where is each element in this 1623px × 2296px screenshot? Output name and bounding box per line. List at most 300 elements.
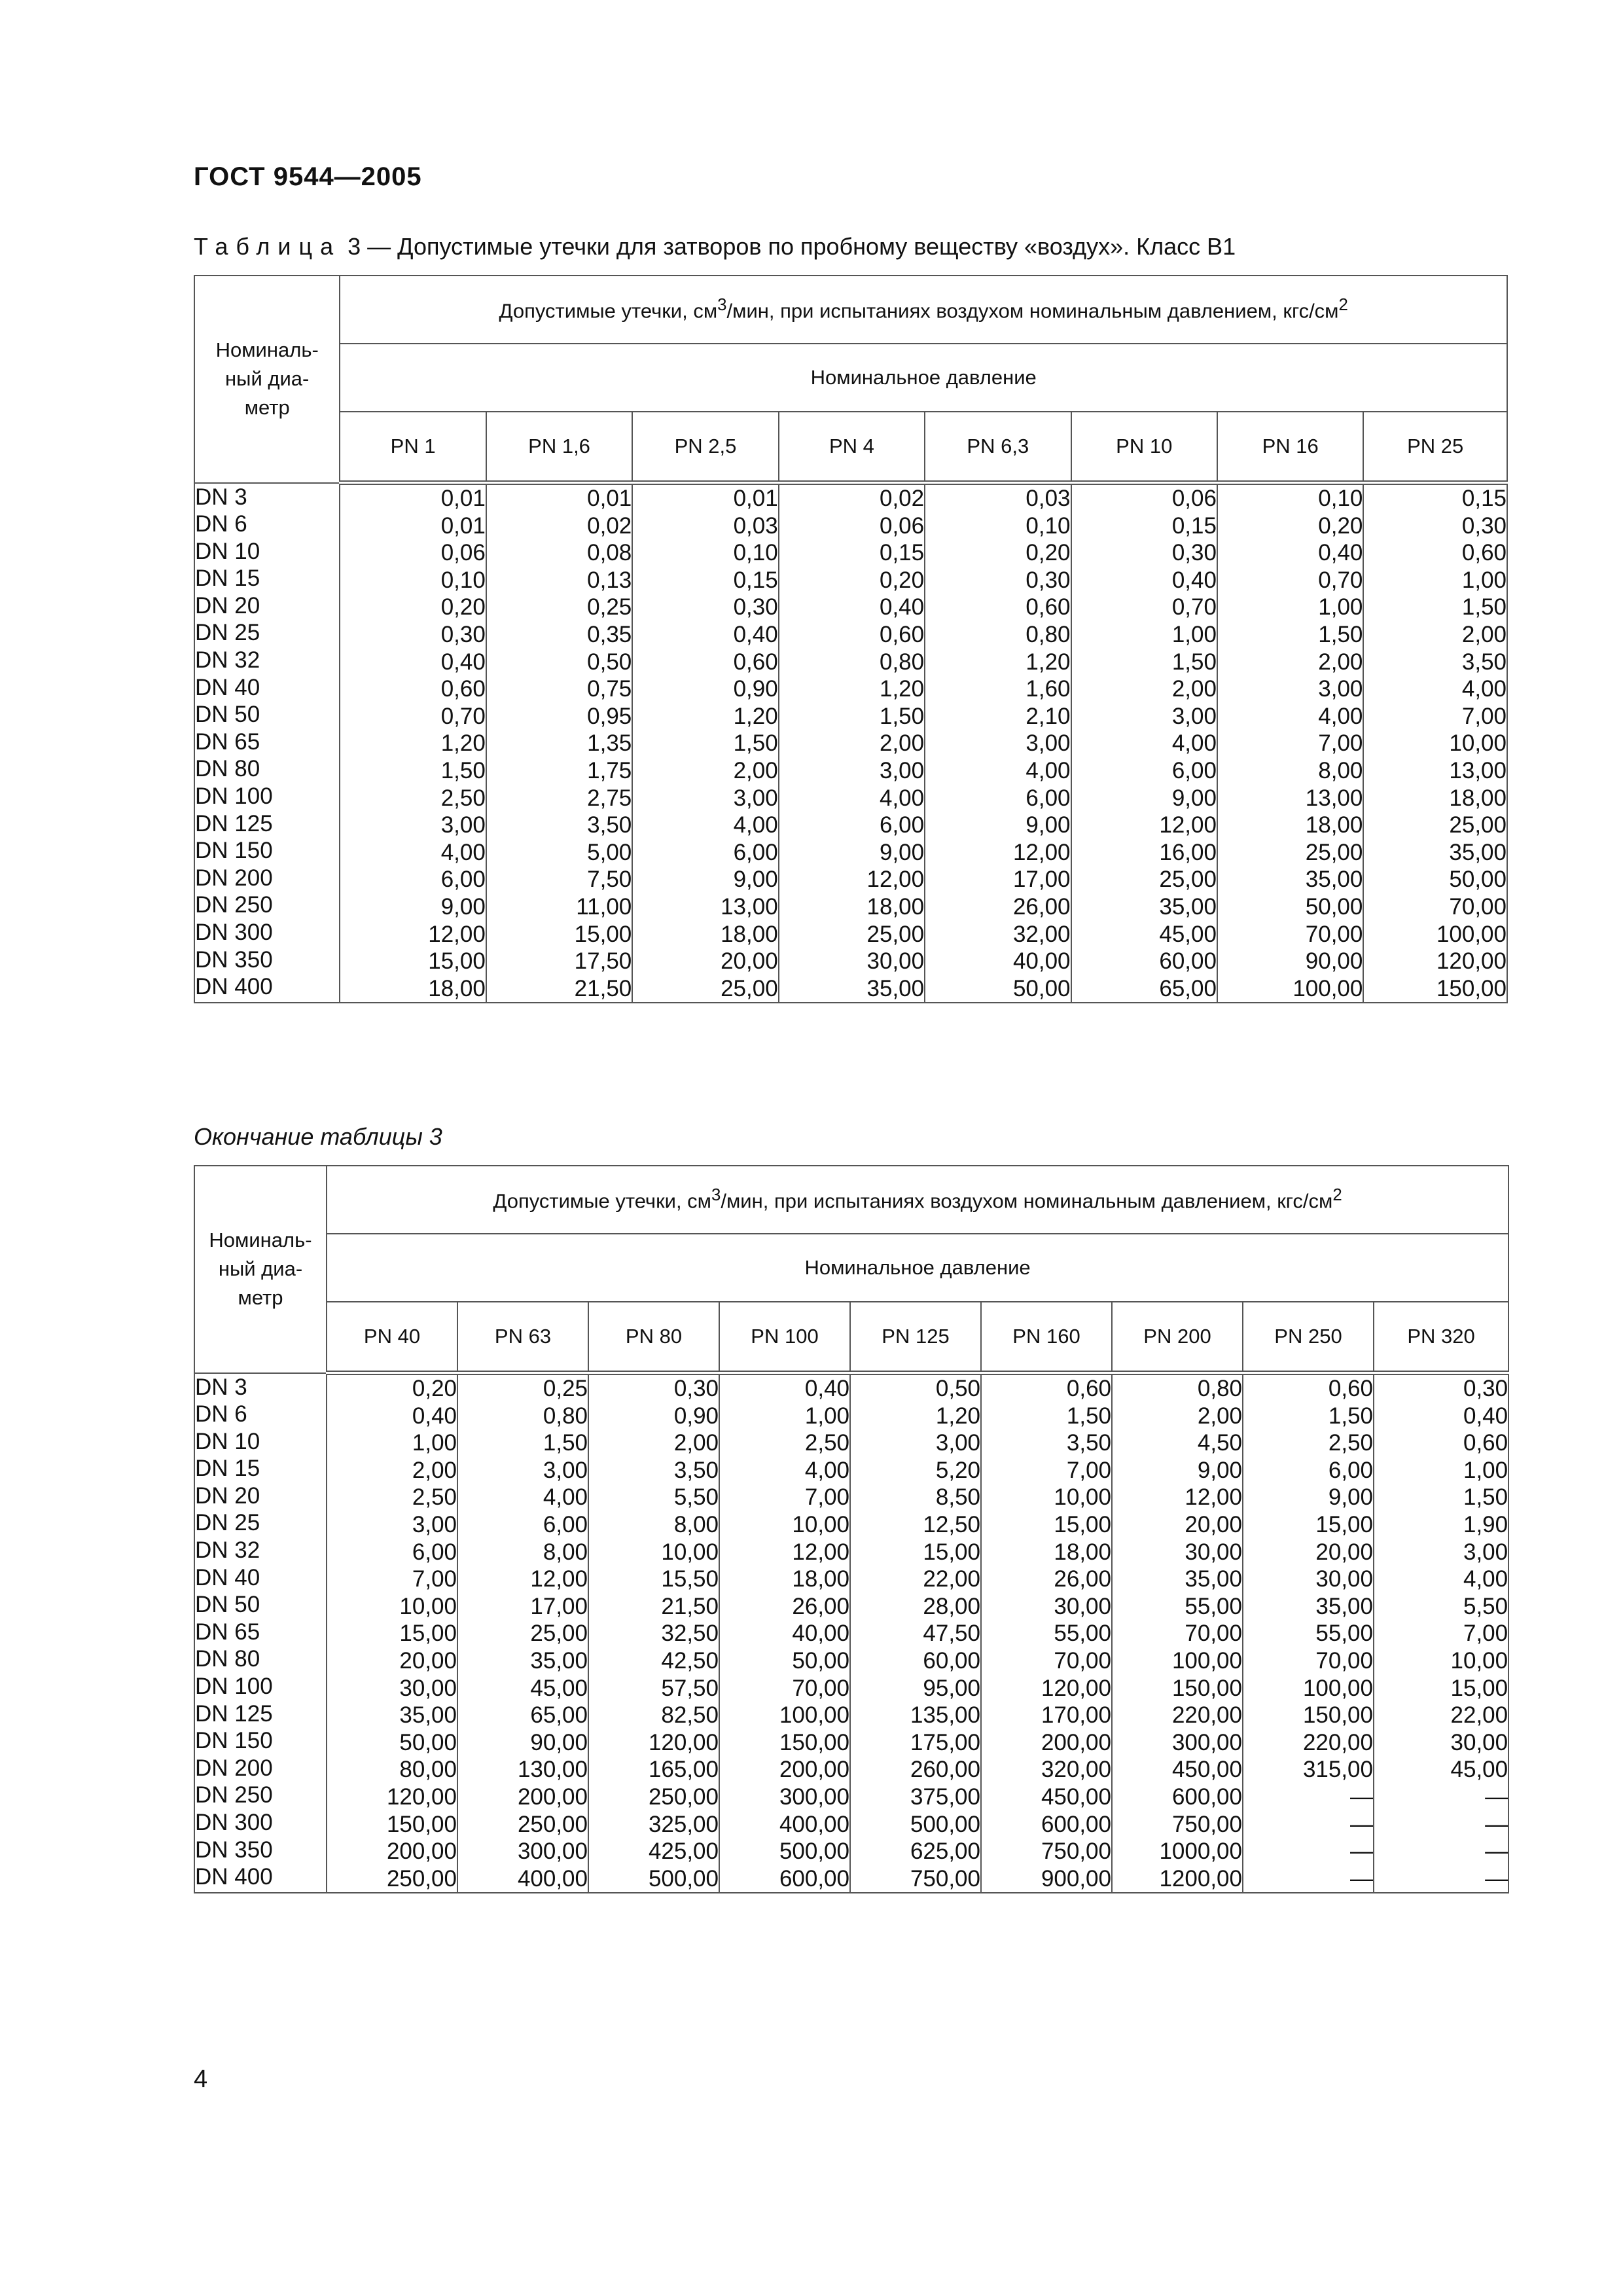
- value-cell: 300,00: [1171, 1729, 1242, 1755]
- value-cell: 6,00: [1171, 757, 1217, 783]
- value-cell: 3,00: [1171, 703, 1217, 729]
- value-cell: 1,75: [587, 757, 632, 783]
- value-cell: 0,30: [1461, 512, 1507, 539]
- leakage-header-superscript-2: 2: [1338, 296, 1348, 315]
- diameter-cell: DN 15: [195, 1456, 260, 1482]
- value-cell: 9,00: [440, 893, 486, 920]
- value-cell: 10,00: [399, 1593, 457, 1619]
- pn-header: PN 320: [1374, 1302, 1508, 1373]
- value-cell: 625,00: [910, 1839, 980, 1865]
- value-cell: 0,80: [879, 649, 925, 675]
- value-cell: 13,00: [1305, 785, 1363, 811]
- value-cell: 28,00: [923, 1593, 980, 1619]
- leakage-header-text-2: /мин, при испытаниях воздухом номинальным давлением, кгс/см: [721, 1189, 1333, 1213]
- value-cell: 0,40: [1318, 540, 1363, 566]
- leakage-header-superscript: 3: [711, 1186, 721, 1205]
- value-cell: 0,30: [440, 621, 486, 647]
- value-cell: 65,00: [1159, 975, 1217, 1001]
- value-cell: 5,20: [935, 1457, 980, 1483]
- pn-header: PN 250: [1243, 1302, 1374, 1373]
- value-cell: 50,00: [399, 1729, 457, 1755]
- value-cell: 4,00: [1171, 730, 1217, 757]
- value-cell: 200,00: [517, 1784, 588, 1810]
- value-cell: 200,00: [386, 1839, 457, 1865]
- diameter-cell: DN 25: [195, 620, 260, 646]
- value-cell: 165,00: [648, 1757, 719, 1783]
- value-cell: 26,00: [1012, 893, 1071, 920]
- diameter-column: [194, 483, 340, 1003]
- diameter-cell: DN 3: [195, 484, 247, 510]
- value-cell: 400,00: [517, 1865, 588, 1892]
- value-cell: 135,00: [910, 1702, 980, 1729]
- value-cell: 1200,00: [1159, 1865, 1242, 1892]
- value-cell: 750,00: [1171, 1811, 1242, 1837]
- value-cell: 130,00: [517, 1757, 588, 1783]
- pn-header: PN 200: [1112, 1302, 1243, 1373]
- value-cell: 0,80: [1026, 621, 1071, 647]
- value-cell: 8,00: [673, 1511, 719, 1537]
- column-header-leakage: [327, 1166, 1508, 1234]
- leakage-header-superscript-2: 2: [1332, 1186, 1342, 1205]
- value-cell: 25,00: [530, 1621, 588, 1647]
- value-cell: 65,00: [530, 1702, 588, 1729]
- value-cell: 120,00: [648, 1729, 719, 1755]
- value-cell: 6,00: [543, 1511, 588, 1537]
- value-cell: 0,40: [1463, 1403, 1508, 1429]
- value-cell: 13,00: [721, 893, 778, 920]
- diameter-cell: DN 40: [195, 1564, 260, 1590]
- diameter-cell: DN 3: [195, 1374, 247, 1400]
- value-cell: 45,00: [1450, 1757, 1508, 1783]
- value-column: [457, 1373, 588, 1893]
- pn-header: PN 160: [981, 1302, 1112, 1373]
- value-cell: 0,30: [673, 1376, 719, 1401]
- value-cell: 5,50: [1463, 1593, 1508, 1619]
- value-cell: 0,30: [1171, 540, 1217, 566]
- diameter-cell: DN 65: [195, 1619, 260, 1645]
- value-cell: 57,50: [661, 1675, 719, 1701]
- value-cell: 18,00: [1054, 1539, 1111, 1565]
- value-cell: 2,50: [440, 785, 486, 811]
- value-cell: 1,50: [1463, 1484, 1508, 1511]
- value-column: [1071, 483, 1217, 1003]
- value-column: [632, 483, 778, 1003]
- value-cell: 0,60: [1461, 540, 1507, 566]
- value-cell: 25,00: [721, 975, 778, 1001]
- value-cell: 150,00: [1171, 1675, 1242, 1701]
- diameter-cell: DN 20: [195, 592, 260, 619]
- value-cell: 26,00: [792, 1593, 849, 1619]
- value-cell: 10,00: [1449, 730, 1507, 757]
- value-cell: 600,00: [779, 1865, 849, 1892]
- diameter-cell: DN 350: [195, 946, 273, 973]
- value-cell: 7,00: [1318, 730, 1363, 757]
- value-cell: 1000,00: [1159, 1839, 1242, 1865]
- value-cell: 120,00: [1436, 948, 1507, 975]
- value-column: [779, 483, 925, 1003]
- value-cell: 4,50: [1197, 1430, 1242, 1456]
- value-cell: 60,00: [1159, 948, 1217, 975]
- value-cell: —: [1350, 1865, 1373, 1892]
- value-cell: 0,10: [733, 540, 778, 566]
- value-cell: 220,00: [1171, 1702, 1242, 1729]
- value-cell: 3,50: [1461, 649, 1507, 675]
- value-cell: 7,50: [587, 867, 632, 893]
- diameter-cell: DN 150: [195, 1728, 273, 1754]
- table-caption: [194, 233, 1236, 260]
- value-column: [486, 483, 632, 1003]
- value-cell: 32,50: [661, 1621, 719, 1647]
- value-cell: 50,00: [1449, 867, 1507, 893]
- pn-header: PN 125: [850, 1302, 981, 1373]
- value-cell: 10,00: [1054, 1484, 1111, 1511]
- value-cell: 0,20: [1026, 540, 1071, 566]
- value-cell: 0,15: [1461, 486, 1507, 511]
- value-cell: 35,00: [1449, 839, 1507, 865]
- value-cell: 70,00: [1305, 921, 1363, 947]
- value-cell: 450,00: [1171, 1757, 1242, 1783]
- leakage-header-superscript: 3: [717, 296, 727, 315]
- value-cell: 4,00: [1026, 757, 1071, 783]
- value-cell: 11,00: [576, 893, 632, 920]
- value-cell: 0,02: [587, 512, 632, 539]
- leakage-table-2: [194, 1165, 1509, 1893]
- value-cell: 0,60: [1066, 1376, 1111, 1401]
- pn-header: PN 16: [1217, 412, 1363, 483]
- value-cell: 2,00: [879, 730, 925, 757]
- value-cell: 0,60: [1463, 1430, 1508, 1456]
- value-cell: 4,00: [1318, 703, 1363, 729]
- value-cell: 1,50: [1066, 1403, 1111, 1429]
- value-cell: 10,00: [792, 1511, 849, 1537]
- value-cell: 3,00: [733, 785, 778, 811]
- value-cell: 25,00: [1449, 812, 1507, 838]
- pn-header: PN 10: [1071, 412, 1217, 483]
- value-cell: 100,00: [1293, 975, 1363, 1001]
- value-cell: 90,00: [1305, 948, 1363, 975]
- diameter-cell: DN 32: [195, 1537, 260, 1564]
- diameter-cell: DN 100: [195, 1674, 273, 1700]
- diameter-cell: DN 250: [195, 1782, 273, 1808]
- value-cell: 10,00: [661, 1539, 719, 1565]
- table-caption-word: Таблица: [194, 233, 342, 260]
- value-cell: 315,00: [1302, 1757, 1373, 1783]
- header-diameter-line: метр: [244, 396, 290, 420]
- value-cell: 1,50: [879, 703, 925, 729]
- pn-header: PN 4: [779, 412, 925, 483]
- value-cell: 9,00: [1026, 812, 1071, 838]
- value-cell: 0,80: [1197, 1376, 1242, 1401]
- value-cell: 70,00: [1185, 1621, 1242, 1647]
- value-cell: 50,00: [792, 1647, 849, 1674]
- value-cell: 0,01: [587, 486, 632, 511]
- pn-header: PN 1: [340, 412, 486, 483]
- value-cell: 13,00: [1449, 757, 1507, 783]
- value-cell: 1,00: [1318, 594, 1363, 620]
- value-cell: 0,90: [673, 1403, 719, 1429]
- value-cell: 35,00: [1315, 1593, 1373, 1619]
- pn-header: PN 6,3: [925, 412, 1071, 483]
- value-cell: 0,06: [879, 512, 925, 539]
- value-column: [1112, 1373, 1243, 1893]
- value-cell: 2,00: [1197, 1403, 1242, 1429]
- value-cell: 6,00: [1328, 1457, 1373, 1483]
- value-cell: 12,00: [1159, 812, 1217, 838]
- value-cell: 250,00: [517, 1811, 588, 1837]
- value-cell: 220,00: [1302, 1729, 1373, 1755]
- header-diameter-line: Номиналь-: [209, 1229, 312, 1252]
- value-cell: 70,00: [1315, 1647, 1373, 1674]
- leakage-header-text-2: /мин, при испытаниях воздухом номинальным давлением, кгс/см: [726, 299, 1339, 323]
- value-cell: 35,00: [1185, 1566, 1242, 1592]
- diameter-column: [194, 1373, 327, 1893]
- value-cell: 17,00: [1012, 867, 1071, 893]
- value-cell: 21,50: [574, 975, 632, 1001]
- value-column: [981, 1373, 1112, 1893]
- value-cell: 0,70: [440, 703, 486, 729]
- header-diameter-line: ный диа-: [225, 367, 310, 391]
- value-cell: 0,75: [587, 676, 632, 702]
- diameter-cell: DN 50: [195, 702, 260, 728]
- value-cell: 45,00: [530, 1675, 588, 1701]
- value-cell: 15,00: [1450, 1675, 1508, 1701]
- value-cell: 20,00: [721, 948, 778, 975]
- value-cell: 30,00: [1450, 1729, 1508, 1755]
- column-header-diameter: [194, 1166, 327, 1373]
- value-cell: 150,00: [779, 1729, 849, 1755]
- pn-header: PN 100: [719, 1302, 850, 1373]
- value-cell: 1,50: [1318, 621, 1363, 647]
- diameter-cell: DN 150: [195, 838, 273, 864]
- column-header-nominal-pressure: Номинальное давление: [340, 344, 1507, 412]
- pn-header: PN 80: [588, 1302, 719, 1373]
- value-cell: 0,40: [879, 594, 925, 620]
- value-cell: 4,00: [733, 812, 778, 838]
- value-cell: 22,00: [923, 1566, 980, 1592]
- value-cell: 250,00: [386, 1865, 457, 1892]
- value-cell: 12,00: [530, 1566, 588, 1592]
- value-cell: 8,00: [1318, 757, 1363, 783]
- value-cell: 0,01: [440, 486, 486, 511]
- value-cell: 40,00: [1012, 948, 1071, 975]
- value-cell: 17,50: [574, 948, 632, 975]
- value-cell: 20,00: [1315, 1539, 1373, 1565]
- value-cell: 9,00: [1328, 1484, 1373, 1511]
- diameter-cell: DN 65: [195, 728, 260, 755]
- value-cell: —: [1350, 1811, 1373, 1837]
- column-header-leakage: [340, 276, 1507, 344]
- value-cell: 6,00: [733, 839, 778, 865]
- pn-header: PN 40: [327, 1302, 457, 1373]
- value-cell: 3,00: [412, 1511, 457, 1537]
- value-cell: 0,50: [935, 1376, 980, 1401]
- header-diameter-line: Номиналь-: [215, 338, 319, 362]
- value-cell: 150,00: [1436, 975, 1507, 1001]
- value-cell: 1,50: [1171, 649, 1217, 675]
- pn-header: PN 63: [457, 1302, 588, 1373]
- value-cell: 15,00: [574, 921, 632, 947]
- value-cell: 45,00: [1159, 921, 1217, 947]
- value-cell: 3,50: [587, 812, 632, 838]
- diameter-cell: DN 20: [195, 1482, 260, 1509]
- value-cell: 200,00: [1041, 1729, 1111, 1755]
- value-cell: 0,03: [733, 512, 778, 539]
- value-cell: 18,00: [866, 893, 925, 920]
- value-cell: 0,03: [1026, 486, 1071, 511]
- value-cell: 1,00: [1463, 1457, 1508, 1483]
- leakage-header-text: Допустимые утечки, см: [493, 1189, 711, 1213]
- value-cell: 35,00: [1305, 867, 1363, 893]
- value-cell: 12,50: [923, 1511, 980, 1537]
- value-cell: 0,70: [1171, 594, 1217, 620]
- value-cell: 47,50: [923, 1621, 980, 1647]
- value-cell: 82,50: [661, 1702, 719, 1729]
- value-cell: 100,00: [1436, 921, 1507, 947]
- value-cell: 2,00: [412, 1457, 457, 1483]
- value-cell: 17,00: [530, 1593, 588, 1619]
- value-cell: 0,80: [543, 1403, 588, 1429]
- value-cell: 2,00: [733, 757, 778, 783]
- value-cell: 30,00: [1185, 1539, 1242, 1565]
- value-cell: 4,00: [1463, 1566, 1508, 1592]
- diameter-cell: DN 100: [195, 783, 273, 810]
- value-cell: 1,20: [879, 676, 925, 702]
- value-cell: 20,00: [1185, 1511, 1242, 1537]
- value-cell: 500,00: [910, 1811, 980, 1837]
- value-cell: 70,00: [1054, 1647, 1111, 1674]
- value-cell: 100,00: [1302, 1675, 1373, 1701]
- value-cell: 22,00: [1450, 1702, 1508, 1729]
- value-cell: 0,40: [440, 649, 486, 675]
- value-cell: 900,00: [1041, 1865, 1111, 1892]
- value-cell: 7,00: [1461, 703, 1507, 729]
- value-cell: 18,00: [721, 921, 778, 947]
- value-cell: 40,00: [792, 1621, 849, 1647]
- value-cell: 120,00: [386, 1784, 457, 1810]
- value-cell: —: [1485, 1784, 1508, 1810]
- diameter-cell: DN 6: [195, 1401, 247, 1427]
- value-column: [1243, 1373, 1374, 1893]
- value-cell: 4,00: [543, 1484, 588, 1511]
- value-cell: 21,50: [661, 1593, 719, 1619]
- value-cell: 5,50: [673, 1484, 719, 1511]
- value-cell: 3,00: [1318, 676, 1363, 702]
- value-cell: 200,00: [779, 1757, 849, 1783]
- value-column: [1363, 483, 1507, 1003]
- value-cell: 3,00: [879, 757, 925, 783]
- value-cell: 8,00: [543, 1539, 588, 1565]
- value-cell: 0,95: [587, 703, 632, 729]
- value-cell: 0,60: [879, 621, 925, 647]
- value-cell: 0,25: [587, 594, 632, 620]
- value-cell: 4,00: [879, 785, 925, 811]
- value-cell: 1,50: [1461, 594, 1507, 620]
- diameter-cell: DN 125: [195, 810, 273, 836]
- value-cell: 32,00: [1012, 921, 1071, 947]
- value-column: [719, 1373, 850, 1893]
- value-cell: 18,00: [1305, 812, 1363, 838]
- value-cell: 2,00: [1318, 649, 1363, 675]
- diameter-cell: DN 40: [195, 674, 260, 700]
- value-cell: 0,60: [1328, 1376, 1373, 1401]
- diameter-cell: DN 300: [195, 1810, 273, 1835]
- value-cell: 1,20: [440, 730, 486, 757]
- value-column: [340, 483, 486, 1003]
- value-cell: 3,00: [1463, 1539, 1508, 1565]
- diameter-cell: DN 6: [195, 511, 247, 537]
- value-cell: 0,08: [587, 540, 632, 566]
- value-cell: 750,00: [910, 1865, 980, 1892]
- value-cell: 0,30: [733, 594, 778, 620]
- header-diameter-line: метр: [238, 1286, 283, 1310]
- value-cell: 9,00: [1197, 1457, 1242, 1483]
- value-cell: 0,30: [1463, 1376, 1508, 1401]
- diameter-cell: DN 32: [195, 647, 260, 673]
- diameter-cell: DN 10: [195, 1428, 260, 1454]
- value-cell: 8,50: [935, 1484, 980, 1511]
- value-cell: 1,00: [1461, 567, 1507, 593]
- value-cell: 1,50: [543, 1430, 588, 1456]
- diameter-cell: DN 200: [195, 1755, 273, 1781]
- value-cell: 250,00: [648, 1784, 719, 1810]
- value-cell: 0,70: [1318, 567, 1363, 593]
- value-cell: 0,40: [412, 1403, 457, 1429]
- value-cell: 9,00: [733, 867, 778, 893]
- value-cell: 7,00: [804, 1484, 849, 1511]
- diameter-cell: DN 15: [195, 565, 260, 592]
- value-cell: 2,50: [804, 1430, 849, 1456]
- value-cell: 35,00: [866, 975, 925, 1001]
- value-cell: 9,00: [879, 839, 925, 865]
- value-cell: 600,00: [1041, 1811, 1111, 1837]
- value-cell: 3,00: [543, 1457, 588, 1483]
- value-cell: 18,00: [428, 975, 486, 1001]
- value-cell: 260,00: [910, 1757, 980, 1783]
- value-cell: 1,50: [440, 757, 486, 783]
- value-cell: 30,00: [1315, 1566, 1373, 1592]
- value-cell: 0,20: [412, 1376, 457, 1401]
- value-cell: 2,00: [1461, 621, 1507, 647]
- diameter-cell: DN 50: [195, 1592, 260, 1618]
- value-cell: 0,01: [440, 512, 486, 539]
- value-cell: 1,20: [935, 1403, 980, 1429]
- value-cell: 2,00: [1171, 676, 1217, 702]
- value-cell: 4,00: [1461, 676, 1507, 702]
- value-cell: 0,13: [587, 567, 632, 593]
- value-cell: 60,00: [923, 1647, 980, 1674]
- diameter-cell: DN 300: [195, 920, 273, 945]
- value-cell: 15,00: [428, 948, 486, 975]
- pn-header: PN 25: [1363, 412, 1507, 483]
- value-cell: 0,90: [733, 676, 778, 702]
- value-cell: 0,15: [733, 567, 778, 593]
- value-cell: 1,00: [1171, 621, 1217, 647]
- value-cell: 30,00: [399, 1675, 457, 1701]
- value-cell: 170,00: [1041, 1702, 1111, 1729]
- diameter-cell: DN 350: [195, 1837, 273, 1863]
- leakage-header-text: Допустимые утечки, см: [499, 299, 718, 323]
- value-cell: —: [1485, 1865, 1508, 1892]
- value-cell: 3,00: [1026, 730, 1071, 757]
- diameter-cell: DN 125: [195, 1700, 273, 1727]
- column-header-diameter: [194, 276, 340, 483]
- value-cell: 0,40: [1171, 567, 1217, 593]
- value-cell: 1,90: [1463, 1511, 1508, 1537]
- value-cell: 1,35: [587, 730, 632, 757]
- value-cell: 0,15: [879, 540, 925, 566]
- value-cell: 3,00: [935, 1430, 980, 1456]
- value-cell: 12,00: [1012, 839, 1071, 865]
